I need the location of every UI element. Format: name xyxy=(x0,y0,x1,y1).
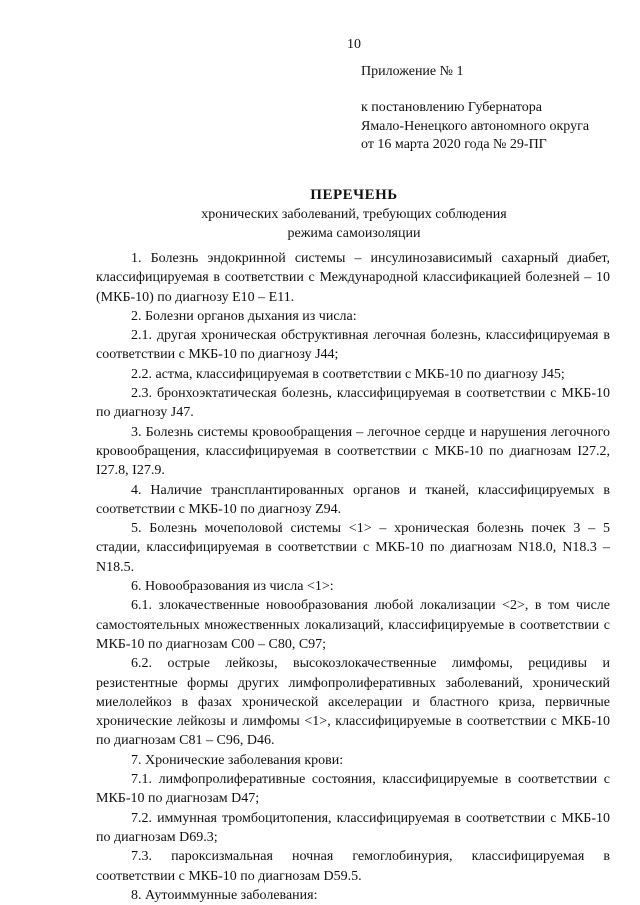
paragraph-2-1: 2.1. другая хроническая обструктивная легочная болезнь, классифицируемая в соответствии с МКБ-10 по диагнозу J44; xyxy=(96,328,610,363)
paragraph-3: 3. Болезнь системы кровообращения – легочное сердце и нарушения легочного кровообращения, классифицируемая в соответствии с МКБ-10 по диагнозам I27.2, I27.8, I27.9. xyxy=(96,424,610,479)
paragraph-1: 1. Болезнь эндокринной системы – инсулинозависимый сахарный диабет, классифицируемая в соответствии с Международной классификацией болезней – 10 (МКБ-10) по диагнозу E10 – E11. xyxy=(96,251,610,305)
document-subtitle-line-2: режима самоизоляции xyxy=(287,226,421,241)
document-body xyxy=(96,249,610,905)
page-number: 10 xyxy=(347,37,361,52)
paragraph-7: 7. Хронические заболевания крови: xyxy=(131,752,344,768)
paragraph-8: 8. Аутоиммунные заболевания: xyxy=(131,887,318,903)
title-block xyxy=(84,185,624,243)
paragraph-2-2: 2.2. астма, классифицируемая в соответствии с МКБ-10 по диагнозу J45; xyxy=(131,366,565,382)
appendix-label: Приложение № 1 xyxy=(361,64,464,79)
resolution-line-1: к постановлению Губернатора xyxy=(361,100,542,115)
paragraph-7-3: 7.3. пароксизмальная ночная гемоглобинурия, классифицируемая в соответствии с МКБ-10 по диагнозам D59.5. xyxy=(96,849,610,884)
document-title: ПЕРЕЧЕНЬ xyxy=(310,187,398,203)
paragraph-2-3: 2.3. бронхоэктатическая болезнь, классифицируемая в соответствии с МКБ-10 по диагнозу J47. xyxy=(96,386,610,421)
paragraph-6-1: 6.1. злокачественные новообразования любой локализации <2>, в том числе самостоятельных множественных локализаций, классифицируемые в соответствии с МКБ-10 по диагнозам C00 – C80, C97; xyxy=(96,598,610,652)
paragraph-4: 4. Наличие трансплантированных органов и тканей, классифицируемых в соответствии с МКБ-10 по диагнозу Z94. xyxy=(96,482,610,517)
paragraph-2: 2. Болезни органов дыхания из числа: xyxy=(131,308,357,324)
paragraph-7-2: 7.2. иммунная тромбоцитопения, классифицируемая в соответствии с МКБ-10 по диагнозам D69.3; xyxy=(96,810,610,845)
paragraph-7-1: 7.1. лимфопролиферативные состояния, классифицируемые в соответствии с МКБ-10 по диагнозам D47; xyxy=(96,772,610,807)
paragraph-6-2: 6.2. острые лейкозы, высокозлокачественные лимфомы, рецидивы и резистентные формы других лимфопролиферативных заболеваний, хронический миелолейкоз в фазах хронической акселерации и бластного криза, первичные хронические лейкозы и лимфомы <1>, классифицируемые в соответствии с МКБ-10 по диагнозам C81 – C96, D46. xyxy=(96,656,610,749)
paragraph-6: 6. Новообразования из числа <1>: xyxy=(131,579,334,595)
document-subtitle-line-1: хронических заболеваний, требующих соблюдения xyxy=(201,207,507,222)
paragraph-5: 5. Болезнь мочеполовой системы <1> – хроническая болезнь почек 3 – 5 стадии, классифицируемая в соответствии с МКБ-10 по диагнозам N18.0, N18.3 – N18.5. xyxy=(96,521,610,575)
resolution-line-3: от 16 марта 2020 года № 29-ПГ xyxy=(361,137,547,152)
resolution-line-2: Ямало-Ненецкого автономного округа xyxy=(361,119,590,134)
